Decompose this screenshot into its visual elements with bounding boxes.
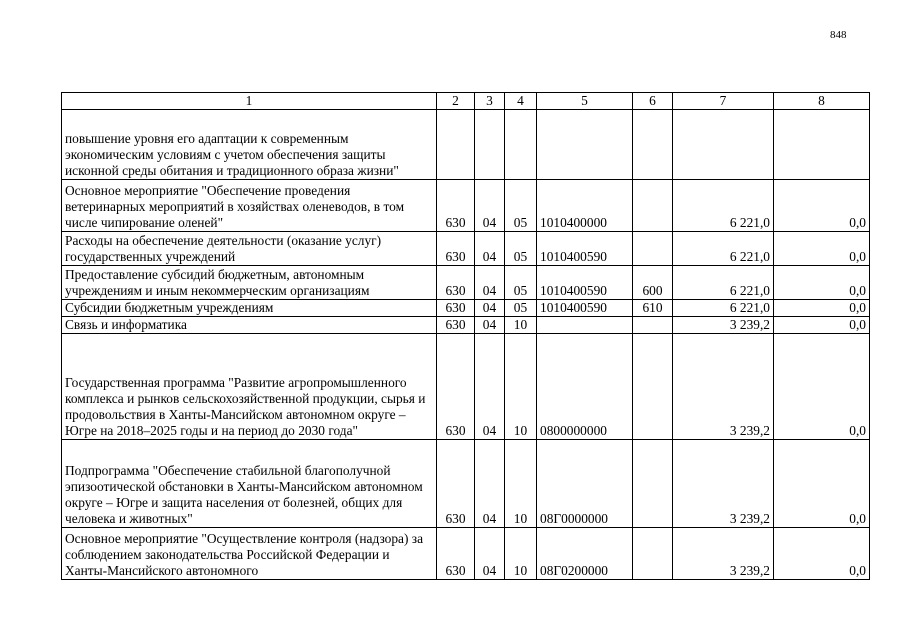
cell-target-article: 1010400590	[537, 266, 633, 300]
table-row	[62, 300, 870, 317]
cell-ministry-code: 630	[437, 334, 475, 440]
cell-expense-type: 600	[633, 266, 673, 300]
cell-section: 04	[475, 528, 505, 580]
cell-expense-type	[633, 232, 673, 266]
cell-amount: 6 221,0	[673, 232, 774, 266]
cell-section: 04	[475, 180, 505, 232]
row-name: Связь и информатика	[62, 317, 437, 334]
table-row	[62, 334, 870, 440]
header-row	[62, 93, 870, 110]
cell-subsection: 05	[505, 232, 537, 266]
cell-ministry-code: 630	[437, 317, 475, 334]
cell-amount: 3 239,2	[673, 317, 774, 334]
cell-amount-federal: 0,0	[774, 180, 870, 232]
table-row	[62, 440, 870, 528]
cell-amount: 6 221,0	[673, 300, 774, 317]
cell-amount-federal: 0,0	[774, 232, 870, 266]
cell-expense-type	[633, 440, 673, 528]
table-row	[62, 528, 870, 580]
row-name: Расходы на обеспечение деятельности (оказание услуг) государственных учреждений	[62, 232, 437, 266]
row-name: повышение уровня его адаптации к современным экономическим условиям с учетом обеспечения защиты исконной среды обитания и традиционного образа жизни"	[62, 110, 437, 180]
cell-expense-type	[633, 334, 673, 440]
budget-table	[61, 92, 870, 580]
cell-section: 04	[475, 334, 505, 440]
column-header: 3	[475, 93, 505, 110]
cell-amount-federal: 0,0	[774, 528, 870, 580]
row-name: Предоставление субсидий бюджетным, автономным учреждениям и иным некоммерческим организациям	[62, 266, 437, 300]
table-row	[62, 266, 870, 300]
cell-target-article: 1010400000	[537, 180, 633, 232]
cell-amount-federal: 0,0	[774, 300, 870, 317]
cell-expense-type	[633, 180, 673, 232]
cell-section: 04	[475, 317, 505, 334]
cell-target-article: 1010400590	[537, 300, 633, 317]
cell-subsection: 10	[505, 528, 537, 580]
cell-target-article: 0800000000	[537, 334, 633, 440]
cell-subsection: 10	[505, 440, 537, 528]
cell-section	[475, 110, 505, 180]
cell-amount-federal: 0,0	[774, 266, 870, 300]
cell-section: 04	[475, 232, 505, 266]
row-name: Субсидии бюджетным учреждениям	[62, 300, 437, 317]
cell-subsection: 05	[505, 300, 537, 317]
cell-expense-type: 610	[633, 300, 673, 317]
table-row	[62, 317, 870, 334]
cell-target-article	[537, 317, 633, 334]
column-header: 8	[774, 93, 870, 110]
cell-ministry-code: 630	[437, 180, 475, 232]
cell-amount-federal: 0,0	[774, 317, 870, 334]
column-header: 5	[537, 93, 633, 110]
column-header: 7	[673, 93, 774, 110]
cell-section: 04	[475, 266, 505, 300]
cell-ministry-code: 630	[437, 232, 475, 266]
cell-ministry-code: 630	[437, 528, 475, 580]
table-row	[62, 232, 870, 266]
cell-amount	[673, 110, 774, 180]
cell-amount: 3 239,2	[673, 334, 774, 440]
cell-ministry-code: 630	[437, 266, 475, 300]
cell-subsection: 05	[505, 266, 537, 300]
cell-subsection: 10	[505, 334, 537, 440]
column-header: 4	[505, 93, 537, 110]
page-number: 848	[830, 29, 847, 41]
column-header: 1	[62, 93, 437, 110]
cell-ministry-code: 630	[437, 440, 475, 528]
cell-subsection: 10	[505, 317, 537, 334]
cell-amount-federal: 0,0	[774, 334, 870, 440]
cell-subsection: 05	[505, 180, 537, 232]
cell-ministry-code: 630	[437, 300, 475, 317]
cell-section: 04	[475, 300, 505, 317]
cell-amount: 3 239,2	[673, 440, 774, 528]
cell-target-article	[537, 110, 633, 180]
column-header: 2	[437, 93, 475, 110]
cell-expense-type	[633, 528, 673, 580]
column-header: 6	[633, 93, 673, 110]
cell-amount-federal	[774, 110, 870, 180]
cell-amount: 6 221,0	[673, 266, 774, 300]
cell-amount: 3 239,2	[673, 528, 774, 580]
row-name: Подпрограмма "Обеспечение стабильной благополучной эпизоотической обстановки в Ханты-Мансийском автономном округе – Югре и защита населения от болезней, общих для человека и животных"	[62, 440, 437, 528]
cell-target-article: 08Г0200000	[537, 528, 633, 580]
cell-expense-type	[633, 110, 673, 180]
cell-expense-type	[633, 317, 673, 334]
row-name: Основное мероприятие "Осуществление контроля (надзора) за соблюдением законодательства Российской Федерации и Ханты-Мансийского автономного	[62, 528, 437, 580]
row-name: Основное мероприятие "Обеспечение проведения ветеринарных мероприятий в хозяйствах оленеводов, в том числе чипирование оленей"	[62, 180, 437, 232]
cell-subsection	[505, 110, 537, 180]
table-row	[62, 110, 870, 180]
cell-amount-federal: 0,0	[774, 440, 870, 528]
cell-target-article: 1010400590	[537, 232, 633, 266]
cell-amount: 6 221,0	[673, 180, 774, 232]
cell-target-article: 08Г0000000	[537, 440, 633, 528]
row-name: Государственная программа "Развитие агропромышленного комплекса и рынков сельскохозяйственной продукции, сырья и продовольствия в Ханты-Мансийском автономном округе – Югре на 2018–2025 годы и на период до 2030 года"	[62, 334, 437, 440]
cell-section: 04	[475, 440, 505, 528]
cell-ministry-code	[437, 110, 475, 180]
table-row	[62, 180, 870, 232]
